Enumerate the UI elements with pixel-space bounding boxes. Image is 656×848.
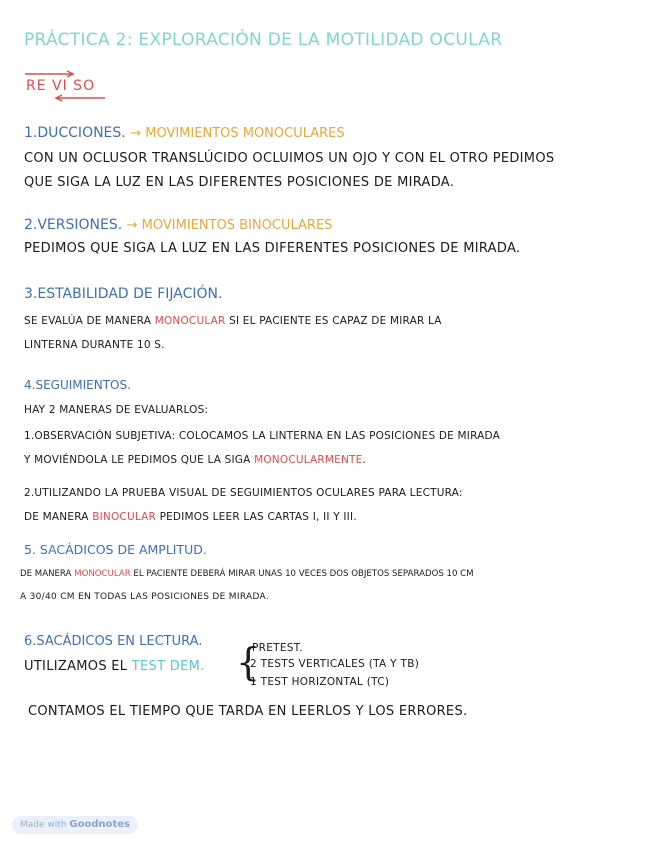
section-5-heading: 5. SACÁDICOS DE AMPLITUD. <box>24 542 207 557</box>
section-2-line-1: PEDIMOS QUE SIGA LA LUZ EN LAS DIFERENTES POSICIONES DE MIRADA. <box>24 241 521 256</box>
arrow-left-icon <box>54 94 106 102</box>
goodnotes-badge <box>12 816 138 834</box>
section-4-item-1-line-2-pre: Y MOVIÉNDOLA LE PEDIMOS QUE LA SIGA <box>24 454 251 466</box>
section-5-line-1-post: EL PACIENTE DEBERÁ MIRAR UNAS 10 VECES DOS OBJETOS SEPARADOS 10 CM <box>133 569 474 579</box>
section-6-line-pre: UTILIZAMOS EL <box>24 659 128 674</box>
monocular-highlight: MONOCULAR <box>154 315 226 327</box>
section-2-heading <box>24 217 332 233</box>
section-4-item-1-line-2-post: . <box>362 454 367 466</box>
section-4-item-2-line-2-pre: DE MANERA <box>24 511 89 523</box>
section-6-line <box>24 659 205 674</box>
monocular-highlight-2: MONOCULAR <box>74 569 131 579</box>
monocularmente-highlight: MONOCULARMENTE <box>254 454 363 466</box>
section-2-subtitle: → MOVIMIENTOS BINOCULARES <box>126 218 333 233</box>
section-3-line-2: LINTERNA DURANTE 10 S. <box>24 339 165 351</box>
section-1-subtitle: → MOVIMIENTOS MONOCULARES <box>130 126 345 141</box>
section-3-line-1-post: SI EL PACIENTE ES CAPAZ DE MIRAR LA <box>229 315 442 327</box>
section-5-line-1 <box>20 569 474 579</box>
section-6-heading: 6.SACÁDICOS EN LECTURA. <box>24 634 203 649</box>
binocular-highlight: BINOCULAR <box>92 511 157 523</box>
section-1-heading <box>24 125 345 141</box>
section-1-line-1: CON UN OCLUSOR TRANSLÚCIDO OCLUIMOS UN OJO Y CON EL OTRO PEDIMOS <box>24 151 555 166</box>
section-3-heading: 3.ESTABILIDAD DE FIJACIÓN. <box>24 286 223 302</box>
section-1-title: 1.DUCCIONES. <box>24 125 126 141</box>
reviso-label <box>24 68 108 102</box>
section-4-item-2-line-1: 2.UTILIZANDO LA PRUEBA VISUAL DE SEGUIMIENTOS OCULARES PARA LECTURA: <box>24 487 463 499</box>
section-4-item-1-line-1: 1.OBSERVACIÓN SUBJETIVA: COLOCAMOS LA LINTERNA EN LAS POSICIONES DE MIRADA <box>24 430 500 442</box>
section-4-item-1-line-2 <box>24 454 366 466</box>
section-3-line-1 <box>24 315 442 327</box>
section-2-title: 2.VERSIONES. <box>24 217 123 233</box>
test-item-2: 2 TESTS VERTICALES (TA Y TB) <box>250 658 420 670</box>
section-5-line-2: A 30/40 CM EN TODAS LAS POSICIONES DE MIRADA. <box>20 592 270 602</box>
section-5-line-1-pre: DE MANERA <box>20 569 72 579</box>
section-3-line-1-pre: SE EVALÚA DE MANERA <box>24 315 152 327</box>
test-item-3: 1 TEST HORIZONTAL (TC) <box>250 676 390 688</box>
arrow-right-icon <box>24 70 76 78</box>
section-4-item-2-line-2-post: PEDIMOS LEER LAS CARTAS I, II Y III. <box>159 511 357 523</box>
brace-icon: { <box>236 640 261 684</box>
section-4-item-2-line-2 <box>24 511 357 523</box>
test-dem-highlight: TEST DEM. <box>131 659 205 674</box>
badge-prefix: Made with <box>20 820 67 830</box>
section-4-heading: 4.SEGUIMIENTOS. <box>24 378 131 392</box>
reviso-text: RE VI SO <box>26 78 96 94</box>
section-4-intro: HAY 2 MANERAS DE EVALUARLOS: <box>24 404 209 416</box>
section-6-closing: CONTAMOS EL TIEMPO QUE TARDA EN LEERLOS Y LOS ERRORES. <box>28 704 468 719</box>
badge-brand: Goodnotes <box>69 819 130 830</box>
page-title: PRÁCTICA 2: EXPLORACIÓN DE LA MOTILIDAD OCULAR <box>24 30 503 50</box>
test-item-1: PRETEST. <box>252 642 303 654</box>
section-1-line-2: QUE SIGA LA LUZ EN LAS DIFERENTES POSICIONES DE MIRADA. <box>24 175 455 190</box>
